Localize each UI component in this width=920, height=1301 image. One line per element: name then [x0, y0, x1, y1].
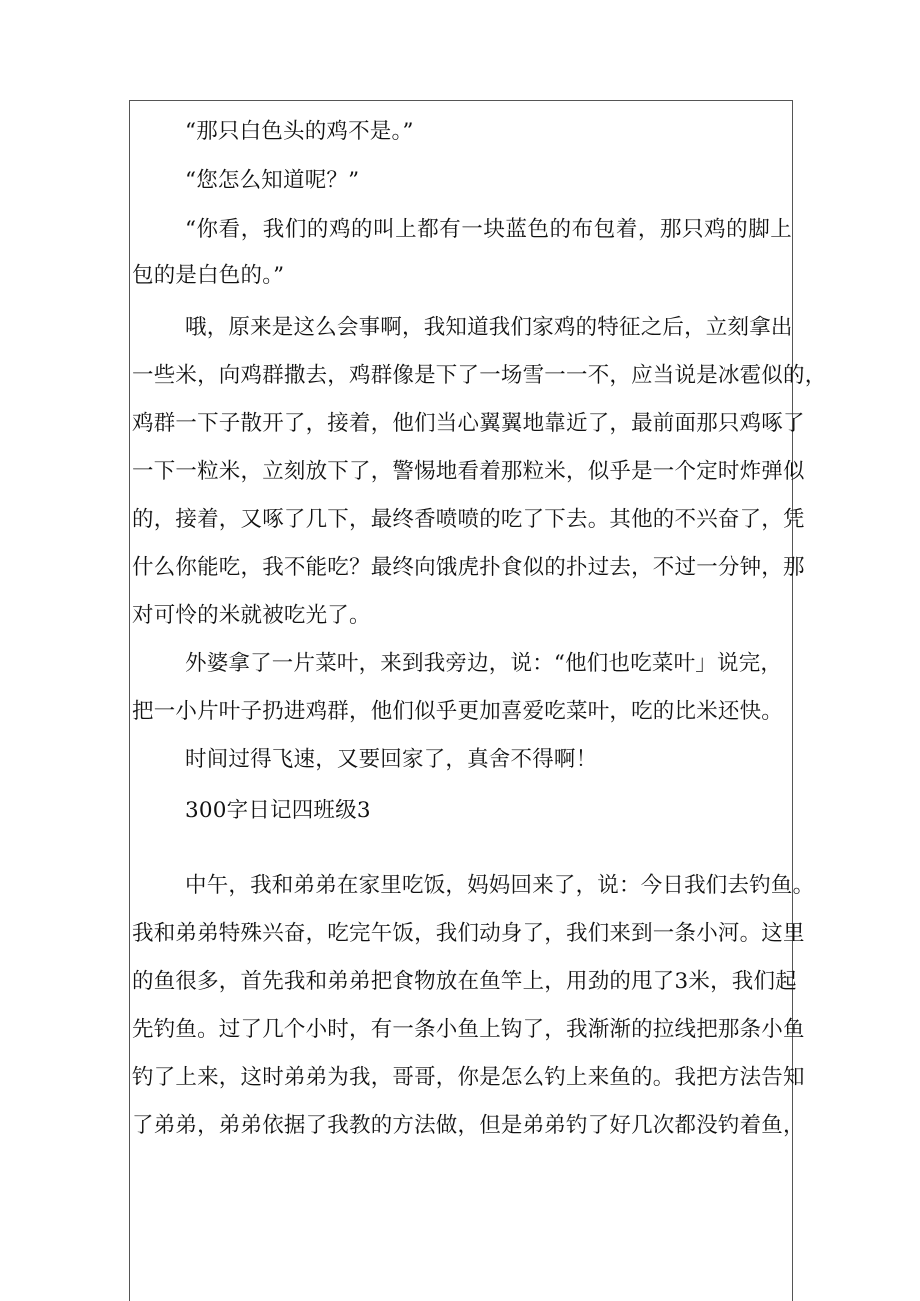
paragraph-line: 哦，原来是这么会事啊，我知道我们家鸡的特征之后，立刻拿出 [185, 315, 793, 340]
paragraph-line: 时间过得飞速，又要回家了，真舍不得啊！ [185, 747, 598, 772]
dialogue-line: “你看，我们的鸡的叫上都有一块蓝色的布包着，那只鸡的脚上 [185, 217, 792, 242]
paragraph-line: 一些米，向鸡群撒去，鸡群像是下了一场雪一一不，应当说是冰雹似的， [132, 363, 827, 388]
paragraph-line: 鸡群一下子散开了，接着，他们当心翼翼地靠近了，最前面那只鸡啄了 [132, 411, 805, 436]
dialogue-line: 包的是白色的。” [132, 263, 285, 288]
dialogue-line: “您怎么知道呢？” [185, 168, 360, 193]
paragraph-line: 钓了上来，这时弟弟为我，哥哥，你是怎么钓上来鱼的。我把方法告知 [132, 1065, 805, 1090]
paragraph-line: 的，接着，又啄了几下，最终香喷喷的吃了下去。其他的不兴奋了，凭 [132, 507, 805, 532]
paragraph-line: 一下一粒米，立刻放下了，警惕地看着那粒米，似乎是一个定时炸弹似 [132, 459, 805, 484]
paragraph-line: 把一小片叶子扔进鸡群，他们似乎更加喜爱吃菜叶，吃的比米还快。 [132, 699, 784, 724]
paragraph-line: 的鱼很多，首先我和弟弟把食物放在鱼竿上，用劲的甩了3米，我们起 [132, 969, 797, 994]
section-heading: 300字日记四班级3 [185, 798, 371, 823]
paragraph-line: 外婆拿了一片菜叶，来到我旁边，说：“他们也吃菜叶」说完， [185, 651, 783, 676]
paragraph-line: 先钓鱼。过了几个小时，有一条小鱼上钩了，我渐渐的拉线把那条小鱼 [132, 1017, 805, 1042]
dialogue-line: “那只白色头的鸡不是。” [185, 119, 414, 144]
paragraph-line: 了弟弟，弟弟依据了我教的方法做，但是弟弟钓了好几次都没钓着鱼， [132, 1113, 805, 1138]
paragraph-line: 我和弟弟特殊兴奋，吃完午饭，我们动身了，我们来到一条小河。这里 [132, 921, 805, 946]
paragraph-line: 什么你能吃，我不能吃？最终向饿虎扑食似的扑过去，不过一分钟，那 [132, 555, 805, 580]
paragraph-line: 中午，我和弟弟在家里吃饭，妈妈回来了，说：今日我们去钓鱼。 [185, 873, 815, 898]
paragraph-line: 对可怜的米就被吃光了。 [132, 603, 371, 628]
